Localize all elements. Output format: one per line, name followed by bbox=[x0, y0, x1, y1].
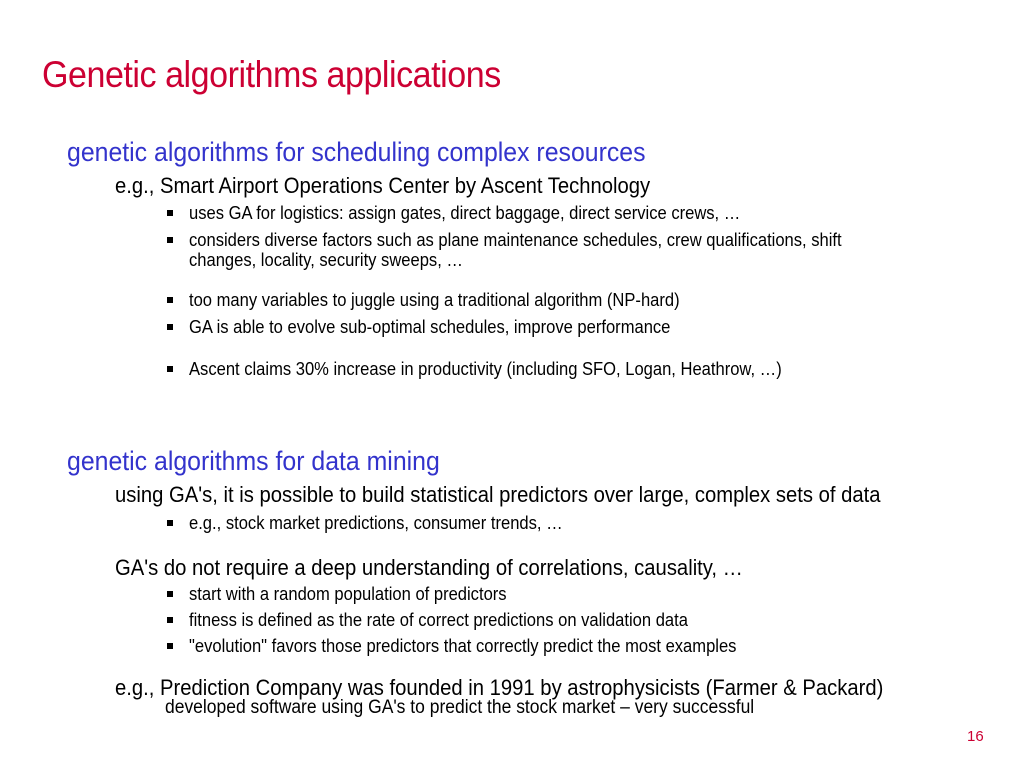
bullet-square-icon bbox=[167, 643, 173, 649]
bullet-text: e.g., stock market predictions, consumer trends, … bbox=[189, 513, 563, 533]
bullet-text: considers diverse factors such as plane maintenance schedules, crew qualifications, shift bbox=[189, 230, 842, 250]
page-number: 16 bbox=[967, 728, 984, 745]
section-heading-data-mining: genetic algorithms for data mining bbox=[67, 446, 440, 476]
bullet-text: uses GA for logistics: assign gates, direct baggage, direct service crews, … bbox=[189, 203, 741, 223]
bullet-square-icon bbox=[167, 210, 173, 216]
bullet-text: GA is able to evolve sub-optimal schedules, improve performance bbox=[189, 317, 671, 337]
bullet-text: too many variables to juggle using a traditional algorithm (NP-hard) bbox=[189, 290, 680, 310]
point-prediction-company: e.g., Prediction Company was founded in 1991 by astrophysicists (Farmer & Packard) bbox=[115, 675, 884, 700]
bullet-square-icon bbox=[167, 366, 173, 372]
bullet-text: fitness is defined as the rate of correct predictions on validation data bbox=[189, 610, 688, 630]
example-smart-airport: e.g., Smart Airport Operations Center by Ascent Technology bbox=[115, 173, 651, 198]
bullet-square-icon bbox=[167, 324, 173, 330]
bullet-text: start with a random population of predictors bbox=[189, 584, 507, 604]
point-statistical-predictors: using GA's, it is possible to build statistical predictors over large, complex sets of data bbox=[115, 482, 881, 507]
point-no-deep-understanding: GA's do not require a deep understanding of correlations, causality, … bbox=[115, 555, 743, 580]
bullet-square-icon bbox=[167, 591, 173, 597]
bullet-square-icon bbox=[167, 617, 173, 623]
point-prediction-company-detail: developed software using GA's to predict the stock market – very successful bbox=[165, 697, 755, 718]
section-heading-scheduling: genetic algorithms for scheduling complex resources bbox=[67, 137, 646, 167]
bullet-text: Ascent claims 30% increase in productivity (including SFO, Logan, Heathrow, …) bbox=[189, 359, 782, 379]
bullet-text-continued: changes, locality, security sweeps, … bbox=[189, 250, 463, 270]
bullet-square-icon bbox=[167, 297, 173, 303]
bullet-text: "evolution" favors those predictors that correctly predict the most examples bbox=[189, 636, 737, 656]
slide-title: Genetic algorithms applications bbox=[42, 54, 501, 95]
bullet-square-icon bbox=[167, 520, 173, 526]
bullet-square-icon bbox=[167, 237, 173, 243]
